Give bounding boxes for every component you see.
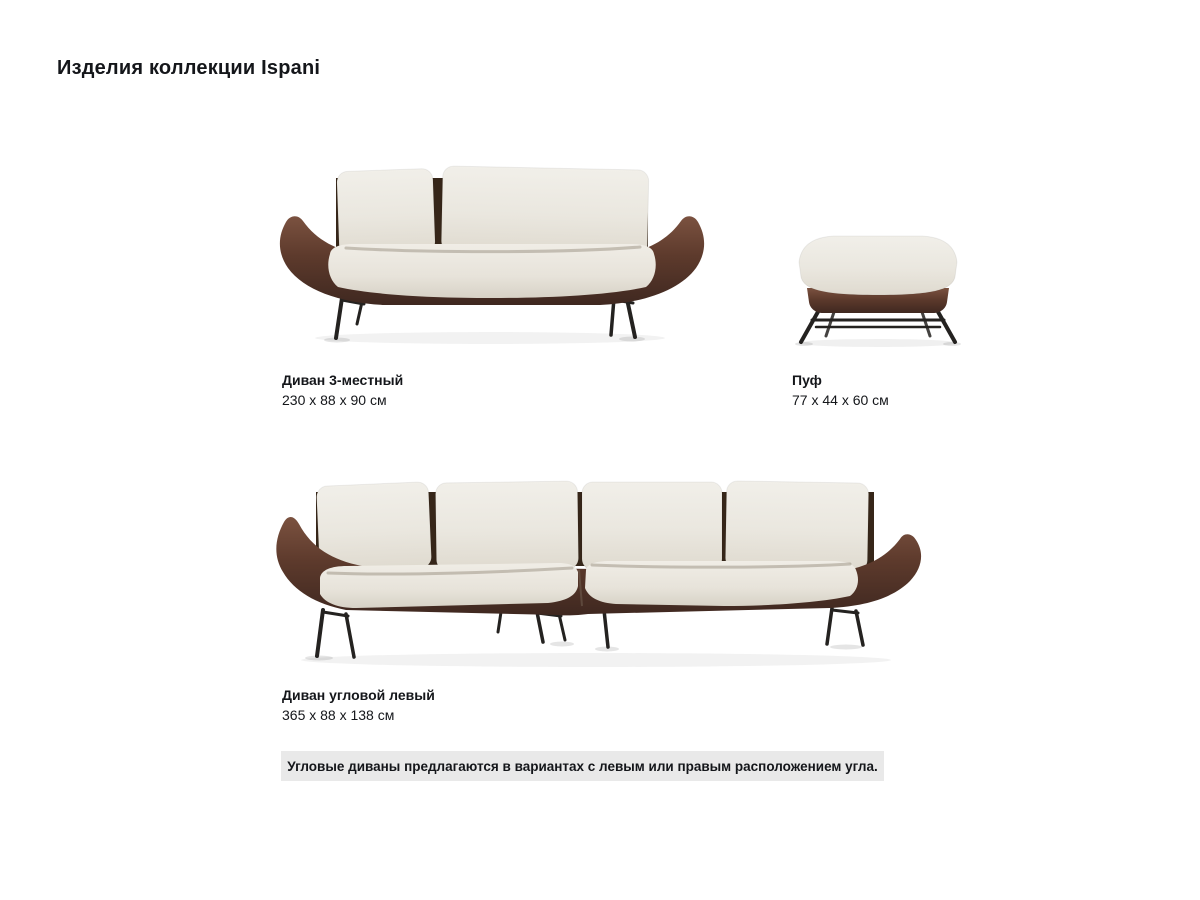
product-label bbox=[282, 371, 403, 410]
product-label bbox=[282, 686, 435, 725]
sofa-3-seater-image bbox=[276, 148, 708, 348]
product-label bbox=[792, 371, 889, 410]
note-banner: Угловые диваны предлагаются в вариантах с левым или правым расположением угла. bbox=[281, 751, 884, 781]
corner-sofa-left-image bbox=[274, 460, 929, 672]
product-name: Диван 3-местный bbox=[282, 372, 404, 388]
product-dimensions: 365 x 88 x 138 см bbox=[282, 707, 395, 723]
product-dimensions: 77 x 44 x 60 см bbox=[792, 392, 889, 408]
product-name: Пуф bbox=[792, 372, 822, 388]
product-name: Диван угловой левый bbox=[282, 687, 435, 703]
product-dimensions: 230 x 88 x 90 см bbox=[282, 392, 387, 408]
pouf-image bbox=[788, 230, 968, 348]
page-title: Изделия коллекции Ispani bbox=[57, 57, 321, 80]
